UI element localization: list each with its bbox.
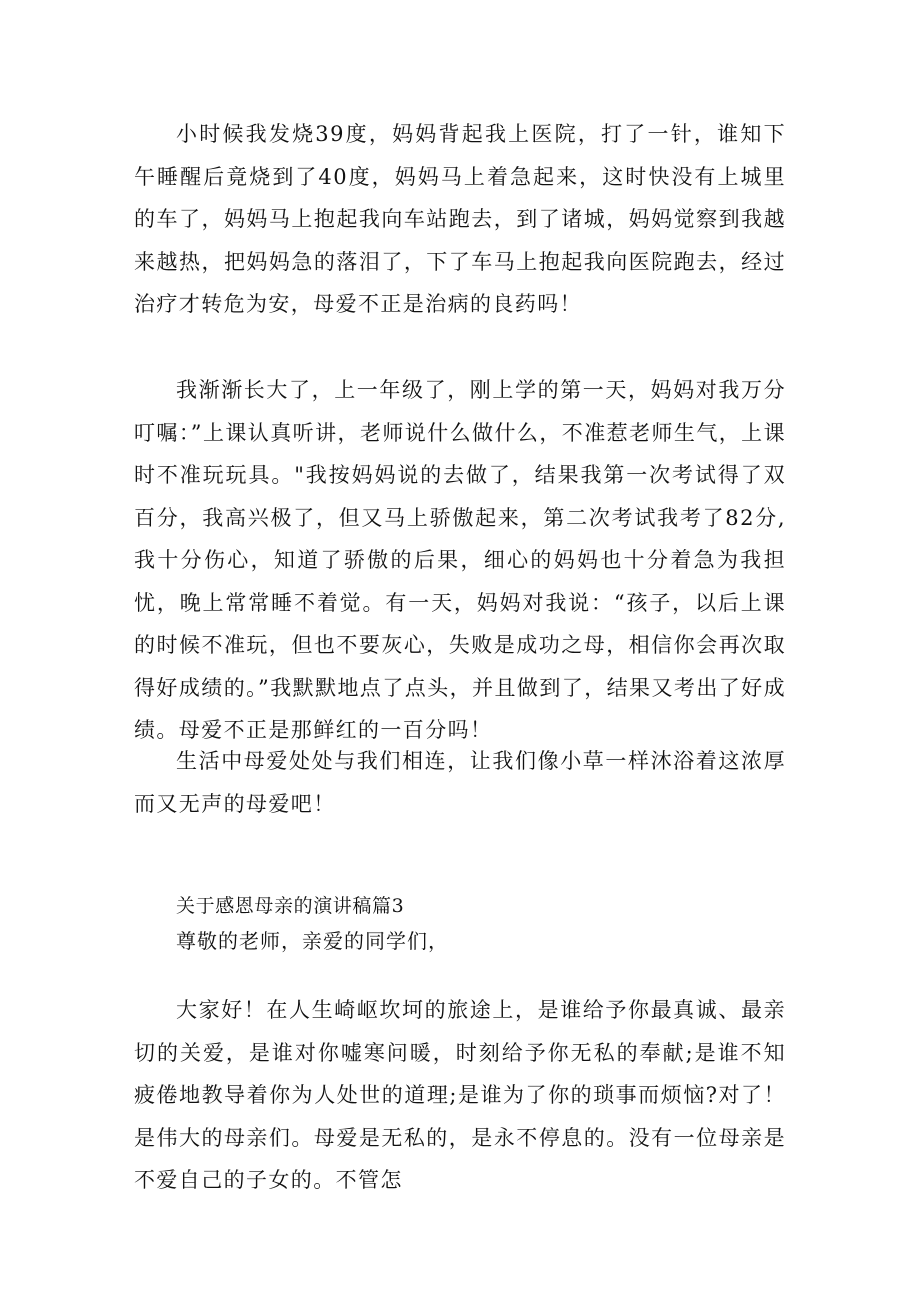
section-heading: 关于感恩母亲的演讲稿篇3 bbox=[176, 895, 405, 917]
speech-greeting: 尊敬的老师，亲爱的同学们， bbox=[176, 929, 449, 953]
paragraph-fever-story: 小时候我发烧39度，妈妈背起我上医院，打了一针，谁知下午睡醒后竟烧到了40度，妈妈马上着急起来，这时快没有上城里的车了，妈妈马上抱起我向车站跑去，到了诸城，妈妈觉察到我越来越热，把妈妈急的落泪了，下了车马上抱起我向医院跑去，经过治疗才转危为安，母爱不正是治病的良药吗！ bbox=[134, 122, 786, 316]
paragraph-speech-opening: 大家好！在人生崎岖坎坷的旅途上，是谁给予你最真诚、最亲切的关爱，是谁对你嘘寒问暖，时刻给予你无私的奉献;是谁不知疲倦地教导着你为人处世的道理;是谁为了你的琐事而烦恼?对了！是伟大的母亲们。母爱是无私的，是永不停息的。没有一位母亲是不爱自己的子女的。不管怎 bbox=[134, 998, 786, 1192]
paragraph-school-story: 我渐渐长大了，上一年级了，刚上学的第一天，妈妈对我万分叮嘱：”上课认真听讲，老师说什么做什么，不准惹老师生气，上课时不准玩玩具。"我按妈妈说的去做了，结果我第一次考试得了双百分，我高兴极了，但又马上骄傲起来，第二次考试我考了82分,我十分伤心，知道了骄傲的后果，细心的妈妈也十分着急为我担忧，晚上常常睡不着觉。有一天，妈妈对我说：“孩子，以后上课的时候不准玩，但也不要灰心，失败是成功之母，相信你会再次取得好成绩的。”我默默地点了点头，并且做到了，结果又考出了好成绩。母爱不正是那鲜红的一百分吗！ bbox=[134, 378, 786, 742]
paragraph-conclusion: 生活中母爱处处与我们相连，让我们像小草一样沐浴着这浓厚而又无声的母爱吧！ bbox=[134, 749, 786, 816]
